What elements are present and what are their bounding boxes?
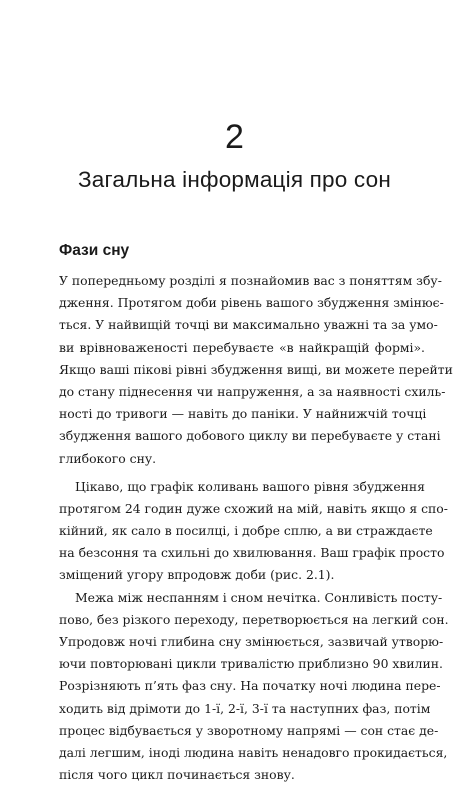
text-line: ності до тривоги — навіть до паніки. У найнижчій точці bbox=[59, 406, 427, 422]
text-line: процес відбувається у зворотному напрямі — сон стає де- bbox=[59, 722, 439, 738]
text-line: протягом 24 годин дуже схожий на мій, навіть якщо я спо- bbox=[59, 500, 448, 516]
text-line: ви врівноваженості перебуваєте «в найкращій формі». bbox=[59, 339, 425, 355]
text-line: дження. Протягом доби рівень вашого збудження змінює- bbox=[59, 295, 444, 311]
section-heading: Фази сну bbox=[59, 242, 130, 259]
text-line: Межа між неспанням і сном нечітка. Сонливість посту- bbox=[75, 589, 443, 605]
text-line: пово, без різкого переходу, перетворюється на легкий сон. bbox=[59, 611, 449, 627]
chapter-title: Загальна інформація про сон bbox=[78, 167, 391, 192]
text-line: зміщений угору впродовж доби (рис. 2.1). bbox=[59, 567, 335, 583]
paragraph-3 bbox=[59, 587, 449, 786]
text-line: ться. У найвищій точці ви максимально уважні та за умо- bbox=[59, 317, 438, 333]
text-line: далі легшим, іноді людина навіть ненадовго прокидається, bbox=[59, 744, 448, 760]
text-line: на безсоння та схильні до хвилювання. Ваш графік просто bbox=[59, 545, 445, 561]
text-line: Якщо ваші пікові рівні збудження вищі, ви можете перейти bbox=[59, 361, 453, 377]
text-line: глибокого сну. bbox=[59, 450, 157, 466]
chapter-number: 2 bbox=[225, 118, 244, 156]
text-line: Упродовж ночі глибина сну змінюється, зазвичай утворю- bbox=[59, 634, 444, 649]
text-line: після чого цикл починається знову. bbox=[59, 767, 295, 783]
text-line: ходить від дрімоти до 1-ї, 2-ї, 3-ї та наступних фаз, потім bbox=[59, 700, 431, 716]
text-line: У попередньому розділі я познайомив вас з поняттям збу- bbox=[59, 273, 442, 288]
text-line: до стану піднесення чи напруження, а за наявності схиль- bbox=[59, 383, 446, 399]
paragraph-1 bbox=[59, 270, 453, 470]
text-line: збудження вашого добового циклу ви перебуваєте у стані bbox=[59, 428, 441, 444]
body-text bbox=[59, 270, 453, 786]
text-line: Цікаво, що графік коливань вашого рівня збудження bbox=[75, 478, 425, 494]
text-line: кійний, як сало в посилці, і добре сплю, а ви страждаєте bbox=[59, 523, 433, 539]
paragraph-2 bbox=[59, 476, 448, 587]
text-line: ючи повторювані цикли тривалістю приблизно 90 хвилин. bbox=[59, 656, 443, 672]
text-line: Розрізняють п’ять фаз сну. На початку ночі людина пере- bbox=[59, 678, 441, 694]
